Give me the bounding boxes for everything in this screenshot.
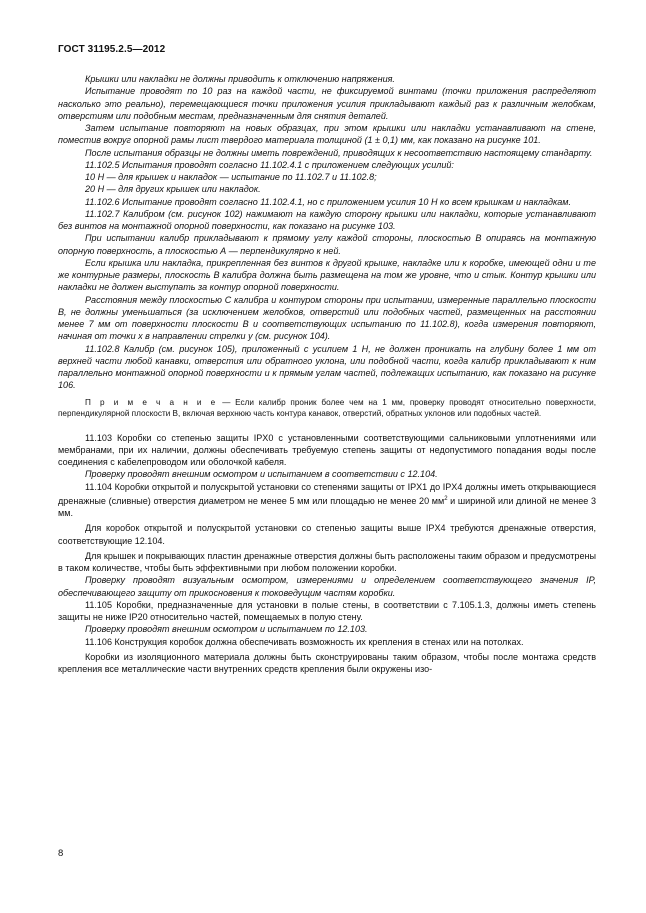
paragraph: Затем испытание повторяют на новых образцах, при этом крышки или накладки устанавливают на стене, поместив вокруг опорной рамы лист твердого материала толщиной (1 ± 0,1) мм, как показано на рисунке 101. bbox=[58, 123, 596, 146]
clause-11-102-7: 11.102.7 Калибром (см. рисунок 102) нажимают на каждую сторону крышки или накладки, которые устанавливают без винтов на монтажной опорной поверхности, как показано на рисунке 103. bbox=[58, 208, 596, 231]
note-label: П р и м е ч а н и е bbox=[85, 397, 218, 407]
clause-11-105: 11.105 Коробки, предназначенные для установки в полые стены, в соответствии с 7.105.1.3, должны иметь степень защиты не ниже IP20 относительно частей, помещаемых в полую стену. bbox=[58, 599, 596, 623]
check-paragraph: Проверку проводят визуальным осмотром, измерениями и определением соответствующего значения IP, обеспечивающего защиту от прикосновения к токоведущим частям коробки. bbox=[58, 575, 596, 598]
spacer bbox=[58, 423, 596, 432]
note-text: — Если калибр проник более чем на 1 мм, проверку проводят относительно поверхности, перпендикулярной плоскости В, включая верхнюю часть контура канавок, отверстий, обратных уклонов или подобных частей. bbox=[58, 397, 596, 418]
paragraph: 20 Н — для других крышек или накладок. bbox=[85, 184, 261, 195]
clause-11-103: 11.103 Коробки со степенью защиты IPX0 с установленными соответствующими сальниковыми уплотнениями или мембранами, при их наличии, должны обеспечивать требуемую степень защиты от недопустимого попадания воды после соединения с кабелепроводом или оболочкой кабеля. bbox=[58, 432, 596, 467]
clause-11-104-text: 11.104 Коробки открытой и полускрытой установки со степенями защиты от IPX1 до IPX4 должны иметь открывающиеся дренажные (сливные) отверстия диаметром не менее 5 мм или площадью не менее 20 мм bbox=[58, 481, 596, 506]
paragraph: Если крышка или накладка, прикрепленная без винтов к другой крышке, накладке или к коробке, имеющей одни и те же контурные размеры, плоскость В калибра должна быть размещена на том же уровне, что и стык. Контур крышки или накладки не должен выступать за контур опорной поверхности. bbox=[58, 257, 596, 293]
clause-11-102-6: 11.102.6 Испытание проводят согласно 11.102.4.1, но с приложением усилия 10 Н ко всем крышкам и накладкам. bbox=[85, 196, 572, 207]
clause-11-106: 11.106 Конструкция коробок должна обеспечивать возможность их крепления в стенах или на потолках. bbox=[85, 636, 524, 647]
clause-11-102-8: 11.102.8 Калибр (см. рисунок 105), приложенный с усилием 1 Н, не должен проникать на глубину более 1 мм от верхней части любой канавки, отверстия или обратного уклона, или подобной части, когда калибр прикладывают к ним параллельно монтажной опорной поверхности и к прямым углам частей, подлежащих испытанию, как показано на рисунке 106. bbox=[58, 343, 596, 391]
page-number: 8 bbox=[58, 848, 64, 859]
check-paragraph: Проверку проводят внешним осмотром и испытанием в соответствии с 12.104. bbox=[85, 469, 438, 480]
page-header: ГОСТ 31195.2.5—2012 bbox=[58, 44, 166, 55]
clause-11-104 bbox=[58, 481, 596, 520]
paragraph: После испытания образцы не должны иметь повреждений, приводящих к несоответствию настоящему стандарту. bbox=[85, 147, 593, 158]
paragraph: При испытании калибр прикладывают к прямому углу каждой стороны, плоскостью В опираясь на монтажную опорную поверхность, а плоскостью А — перпендикулярно к ней. bbox=[58, 233, 596, 256]
check-paragraph: Проверку проводят внешним осмотром и испытанием по 12.103. bbox=[85, 624, 368, 635]
paragraph: Для коробок открытой и полускрытой установки со степенью защиты выше IPX4 требуются дренажные отверстия, соответствующие 12.104. bbox=[58, 523, 596, 546]
paragraph: Для крышек и покрывающих пластин дренажные отверстия должны быть расположены таким образом и предусмотрены в таком количестве, чтобы быть эффективными при любом положении коробки. bbox=[58, 550, 596, 574]
paragraph: Испытание проводят по 10 раз на каждой части, не фиксируемой винтами (точки приложения распределяют насколько это реально), перемещающиеся точки приложения усилия прикладывают каждый раз к различным желобкам, отверстиям или подобным местам, предназначенным для снятия деталей. bbox=[58, 86, 596, 121]
paragraph: Коробки из изоляционного материала должны быть сконструированы таким образом, чтобы после монтажа средств крепления все металлические части внутренних средств крепления были окружены изо- bbox=[58, 651, 596, 675]
paragraph: 10 Н — для крышек и накладок — испытание по 11.102.7 и 11.102.8; bbox=[85, 172, 377, 182]
page-content bbox=[58, 73, 596, 675]
clause-11-104-text-end: и шириной или длиной не менее 3 мм. bbox=[58, 495, 597, 519]
note bbox=[58, 397, 596, 419]
clause-11-102-5: 11.102.5 Испытания проводят согласно 11.102.4.1 с приложением следующих усилий: bbox=[85, 159, 454, 170]
paragraph: Расстояния между плоскостью С калибра и контуром стороны при испытании, измеренные параллельно плоскости В, не должны уменьшаться (за исключением желобков, отверстий или подобных частей, размещенных на расстоянии менее 7 мм от поверхности плоскости В и соответствующих испытанию по 11.102.8), когда измерения повторяют, начиная от точки х в направлении стрелки у (см. рисунок 104). bbox=[58, 294, 596, 342]
superscript-2: 2 bbox=[444, 495, 448, 502]
paragraph: Крышки или накладки не должны приводить к отключению напряжения. bbox=[85, 74, 395, 84]
